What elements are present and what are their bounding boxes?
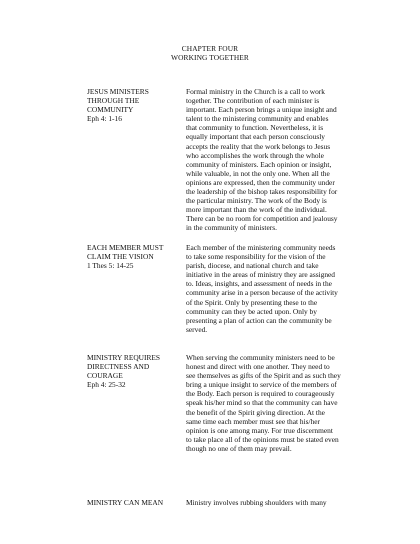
body-line: There can be no room for competition and jealousy: [186, 214, 338, 224]
body-line: of the Spirit. Only by presenting these to the: [186, 297, 318, 307]
body-line: equally important that each person consciously: [186, 132, 325, 142]
chapter-subtitle: WORKING TOGETHER: [171, 53, 249, 62]
body-line: bring a unique insight to service of the members of: [186, 380, 337, 390]
section-heading-line: CLAIM THE VISION: [87, 252, 154, 262]
body-line: talent to the ministering community and enables: [186, 114, 329, 124]
section-body: [186, 87, 382, 233]
body-line: community arise in a person because of the activity: [186, 288, 338, 298]
body-line: the particular ministry. The work of the Body is: [186, 196, 327, 206]
section-heading-line: THROUGH THE: [87, 96, 140, 106]
scripture-reference: 1 Thes 5: 14-25: [87, 261, 134, 271]
body-line: parish, diocese, and national church and take: [186, 261, 319, 271]
body-line: to. Ideas, insights, and assessment of needs in the: [186, 279, 332, 289]
body-line: in the community of ministers.: [186, 223, 277, 233]
body-line: Each member of the ministering community needs: [186, 243, 336, 252]
section-heading-line: DIRECTNESS AND: [87, 362, 150, 372]
body-line: together. The contribution of each minister is: [186, 96, 320, 106]
section-heading-line: COURAGE: [87, 371, 123, 381]
chapter-heading: [0, 44, 420, 62]
section-heading-line: COMMUNITY: [87, 105, 134, 115]
body-line: accepts the reality that the work belongs to Jesus: [186, 141, 331, 151]
scripture-reference: Eph 4: 25-32: [87, 380, 126, 390]
body-line: to take place all of the opinions must be stated even: [186, 434, 339, 444]
body-line: community of ministers. Each opinion or insight,: [186, 159, 332, 169]
section-heading-line: MINISTRY REQUIRES: [87, 353, 161, 362]
section-body: [186, 243, 382, 334]
body-line: the Body. Each person is required to courageously: [186, 389, 335, 399]
body-line: who accomplishes the work through the whole: [186, 150, 324, 160]
body-line: Ministry involves rubbing shoulders with many: [186, 498, 327, 507]
chapter-title: CHAPTER FOUR: [181, 44, 239, 53]
section-heading: [87, 87, 179, 123]
section-body: [186, 498, 382, 507]
body-line: When serving the community ministers need to be: [186, 353, 335, 362]
body-line: opinion is one among many. For true discernment: [186, 425, 333, 435]
body-line: the leadership of the bishop takes responsibility for: [186, 187, 338, 197]
body-line: that community to function. Nevertheless, it is: [186, 123, 324, 133]
body-line: to take some responsibility for the vision of the: [186, 252, 326, 262]
body-line: Formal ministry in the Church is a call to work: [186, 87, 325, 96]
body-line: community can they be acted upon. Only by: [186, 306, 317, 316]
body-line: see themselves as gifts of the Spirit and as such they: [186, 371, 341, 381]
section-heading: [87, 353, 179, 389]
body-line: speak his/her mind so that the community can have: [186, 398, 338, 408]
section-heading: [87, 498, 179, 507]
body-line: served.: [186, 324, 208, 334]
body-line: initiative in the areas of ministry they are assigned: [186, 270, 335, 280]
section-body: [186, 353, 382, 453]
body-line: same time each member must see that his/her: [186, 416, 321, 426]
section-heading-line: JESUS MINISTERS: [87, 87, 149, 96]
section-heading-line: EACH MEMBER MUST: [87, 243, 164, 252]
body-line: more important than the work of the individual.: [186, 205, 327, 215]
section-heading: [87, 243, 179, 270]
scripture-reference: Eph 4: 1-16: [87, 114, 122, 124]
section-heading-line: MINISTRY CAN MEAN: [87, 498, 164, 507]
body-line: opinions are expressed, then the community under: [186, 177, 335, 187]
body-line: the benefit of the Spirit giving direction. At the: [186, 407, 325, 417]
body-line: important. Each person brings a unique insight and: [186, 105, 337, 115]
body-line: presenting a plan of action can the community be: [186, 315, 332, 325]
body-line: while valuable, in not the only one. When all the: [186, 168, 330, 178]
body-line: honest and direct with one another. They need to: [186, 362, 330, 372]
body-line: though no one of them may prevail.: [186, 443, 292, 453]
